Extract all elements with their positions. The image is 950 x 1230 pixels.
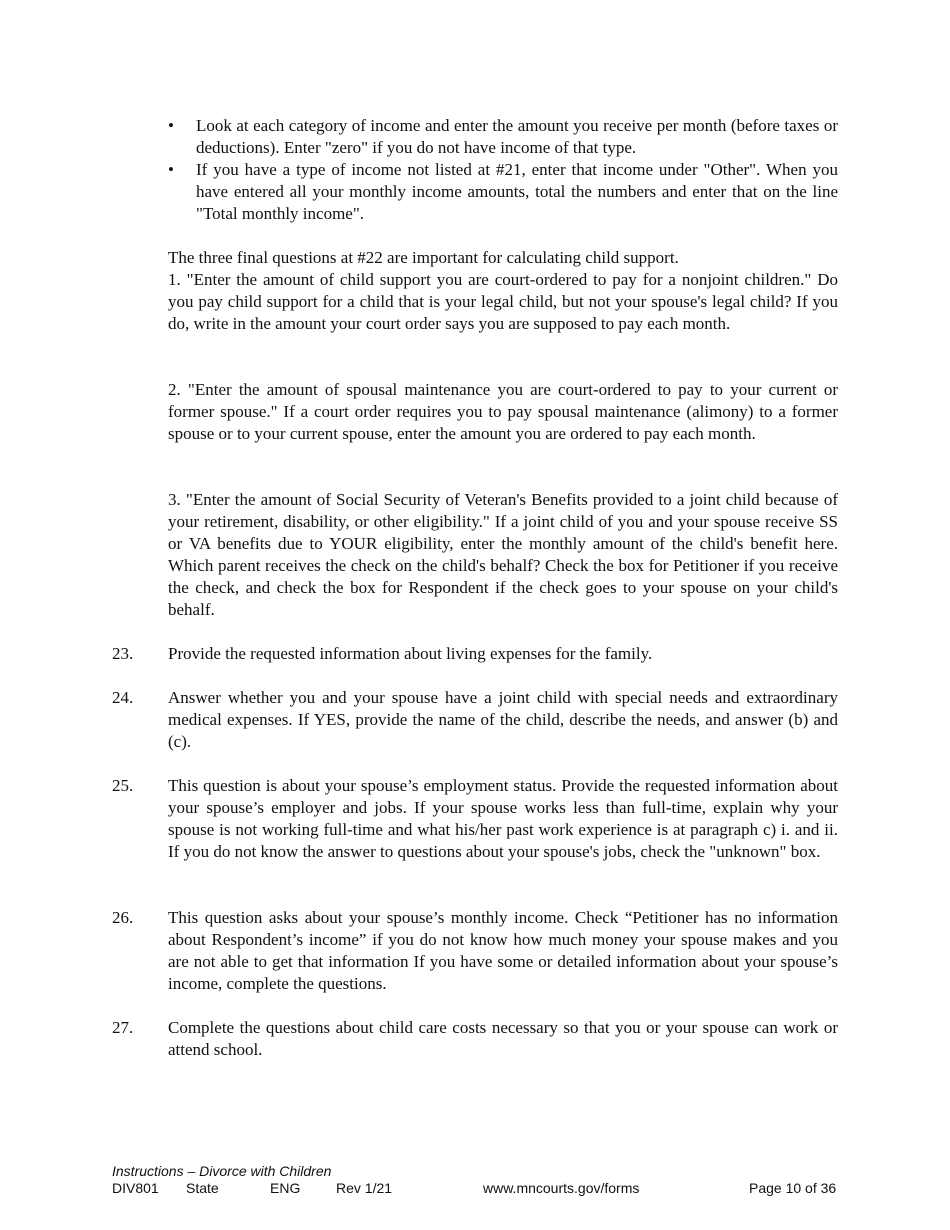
footer-form-id: DIV801 xyxy=(112,1180,159,1196)
item-number: 27. xyxy=(112,1018,134,1037)
footer-jurisdiction: State xyxy=(186,1180,219,1196)
item-text: Answer whether you and your spouse have a joint child with special needs and extraordinary medical expenses. If YES, provide the name of the child, describe the needs, and answer (b) and (c). xyxy=(168,688,838,751)
item-number: 23. xyxy=(112,644,134,663)
bullet-item xyxy=(168,159,838,225)
bullet-item xyxy=(168,115,838,159)
q22-item-1: 1. "Enter the amount of child support you are court-ordered to pay for a nonjoint children." Do you pay child support for a child that is your legal child, but not your spouse's legal child? If you do, write in the amount your court order says you are supposed to pay each month. xyxy=(168,270,838,333)
page-footer xyxy=(112,1163,838,1198)
q22-item-2: 2. "Enter the amount of spousal maintenance you are court-ordered to pay to your current or former spouse." If a court order requires you to pay spousal maintenance (alimony) to a former spouse or to your current spouse, enter the amount you are ordered to pay each month. xyxy=(168,380,838,443)
bullet-text: Look at each category of income and enter the amount you receive per month (before taxes or deductions). Enter "zero" if you do not have income of that type. xyxy=(196,116,838,157)
q22-item-3: 3. "Enter the amount of Social Security of Veteran's Benefits provided to a joint child because of your retirement, disability, or other eligibility." If a joint child of you and your spouse receive SS or VA benefits due to YOUR eligibility, enter the monthly amount of the child's benefit here. Which parent receives the check on the child's behalf? Check the box for Petitioner if you receive the check, and check the box for Respondent if the check goes to your spouse on your child's behalf. xyxy=(168,490,838,619)
footer-row xyxy=(112,1180,838,1198)
footer-page-number: Page 10 of 36 xyxy=(749,1180,837,1196)
footer-language: ENG xyxy=(270,1180,301,1196)
item-text: Complete the questions about child care costs necessary so that you or your spouse can work or attend school. xyxy=(168,1018,838,1059)
item-number: 25. xyxy=(112,776,134,795)
item-number: 24. xyxy=(112,688,134,707)
bullet-text: If you have a type of income not listed at #21, enter that income under "Other". When you have entered all your monthly income amounts, total the numbers and enter that on the line "Total monthly income". xyxy=(196,160,838,223)
item-text: Provide the requested information about living expenses for the family. xyxy=(168,644,653,663)
item-number: 26. xyxy=(112,908,134,927)
footer-url: www.mncourts.gov/forms xyxy=(483,1180,640,1196)
bullet-icon: • xyxy=(168,116,174,135)
footer-revision: Rev 1/21 xyxy=(336,1180,393,1196)
q22-intro: The three final questions at #22 are important for calculating child support. xyxy=(168,248,679,267)
item-text: This question asks about your spouse’s monthly income. Check “Petitioner has no information about Respondent’s income” if you do not know how much money your spouse makes and you are not able to get that information If you have some or detailed information about your spouse’s income, complete the questions. xyxy=(168,908,838,993)
income-bullet-list xyxy=(168,115,838,225)
bullet-icon: • xyxy=(168,160,174,179)
item-text: This question is about your spouse’s employment status. Provide the requested information about your spouse’s employer and jobs. If your spouse works less than full-time, explain why your spouse is not working full-time and what his/her past work experience is at paragraph c) i. and ii. If you do not know the answer to questions about your spouse's jobs, check the "unknown" box. xyxy=(168,776,838,861)
footer-title: Instructions – Divorce with Children xyxy=(112,1163,332,1179)
